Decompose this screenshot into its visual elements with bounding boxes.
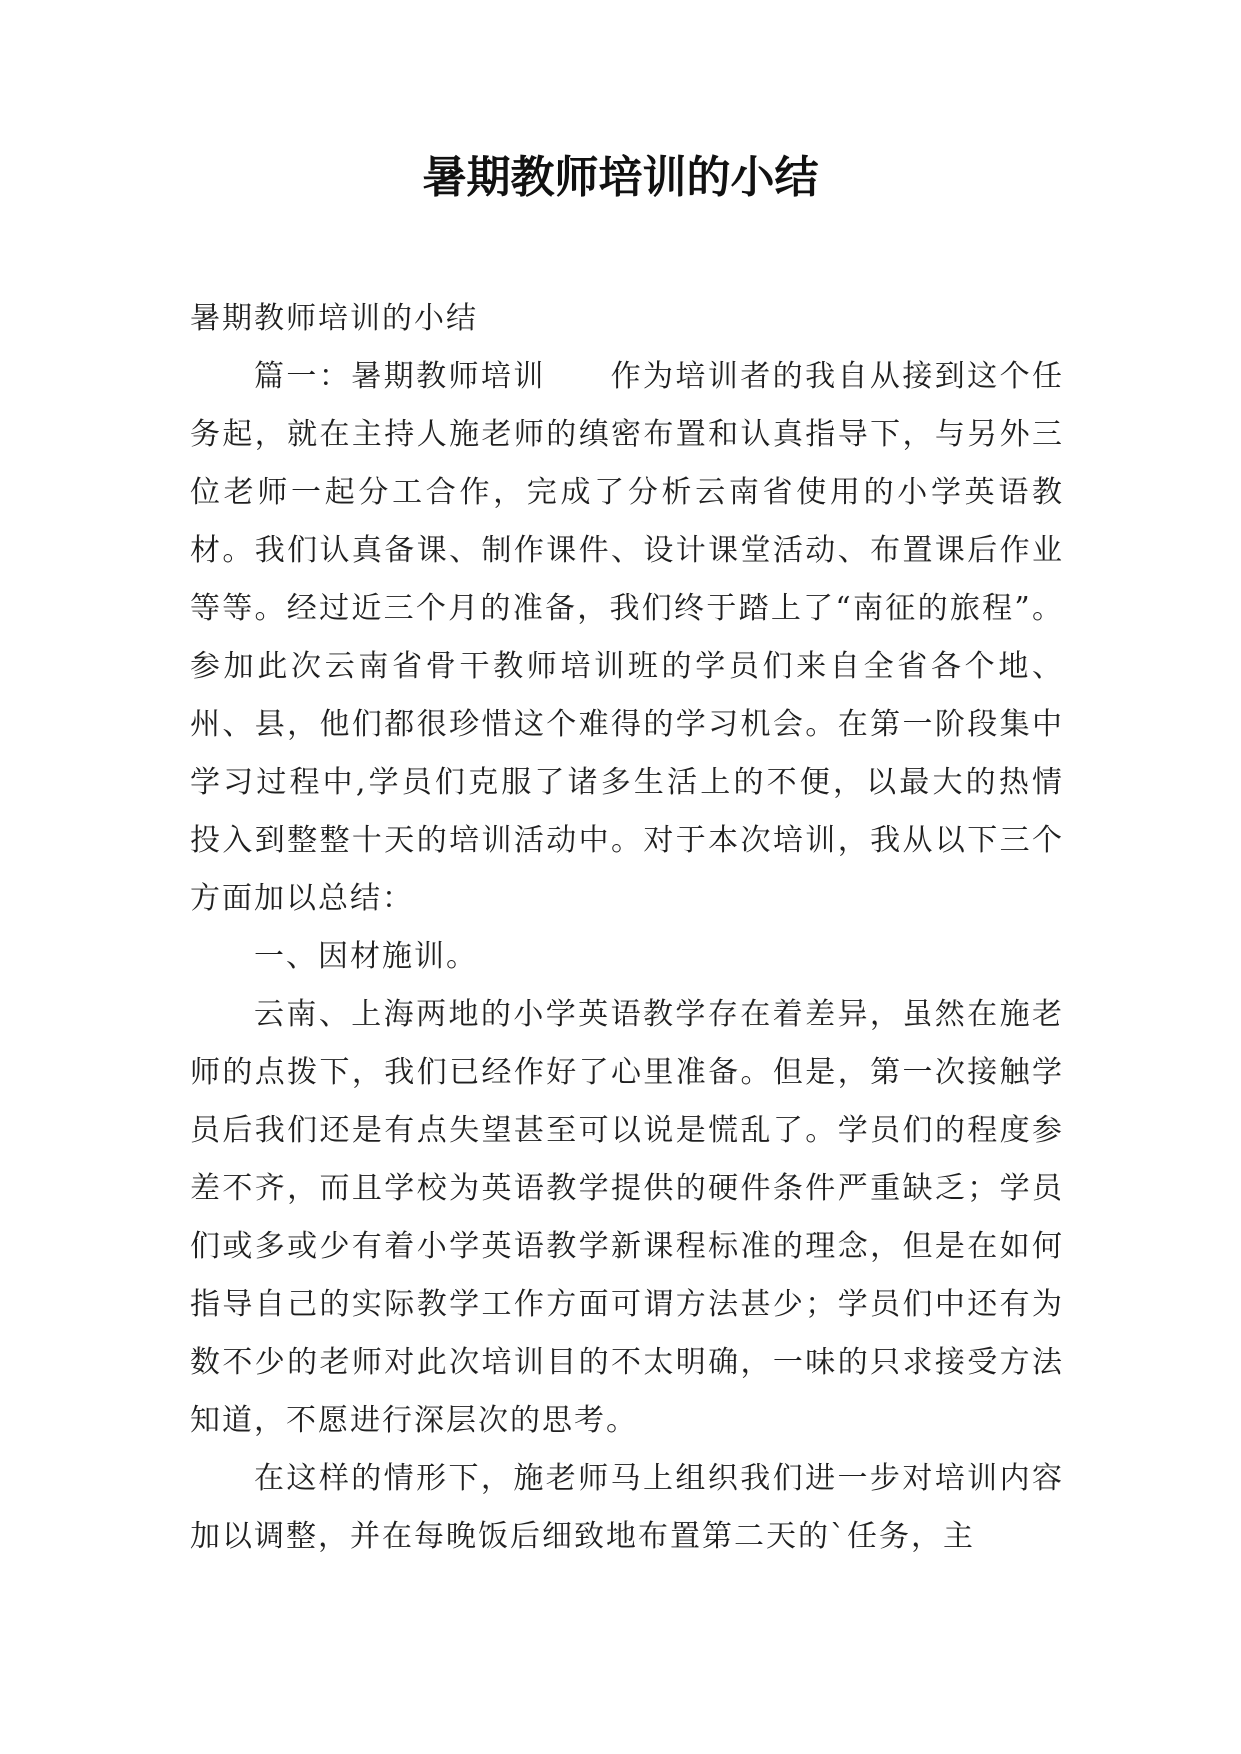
document-title: 暑期教师培训的小结 [422, 152, 819, 203]
section-heading: 一、因材施训。 [254, 939, 478, 974]
paragraph: 云南、上海两地的小学英语教学存在着差异，虽然在施老师的点拨下，我们已经作好了心里准备。但是，第一次接触学员后我们还是有点失望甚至可以说是慌乱了。学员们的程度参差不齐，而且学校为英语教学提供的硬件条件严重缺乏；学员们或多或少有着小学英语教学新课程标准的理念，但是在如何指导自己的实际教学工作方面可谓方法甚少；学员们中还有为数不少的老师对此次培训目的不太明确，一味的只求接受方法知道，不愿进行深层次的思考。 [190, 997, 1064, 1438]
document-subtitle: 暑期教师培训的小结 [190, 301, 478, 336]
document-body [190, 290, 1064, 1566]
paragraph: 篇一：暑期教师培训 作为培训者的我自从接到这个任务起，就在主持人施老师的缜密布置和认真指导下，与另外三位老师一起分工合作，完成了分析云南省使用的小学英语教材。我们认真备课、制作课件、设计课堂活动、布置课后作业等等。经过近三个月的准备，我们终于踏上了“南征的旅程”。参加此次云南省骨干教师培训班的学员们来自全省各个地、州、县，他们都很珍惜这个难得的学习机会。在第一阶段集中学习过程中,学员们克服了诸多生活上的不便，以最大的热情投入到整整十天的培训活动中。对于本次培训，我从以下三个方面加以总结： [190, 359, 1064, 916]
paragraph: 在这样的情形下，施老师马上组织我们进一步对培训内容加以调整，并在每晚饭后细致地布置第二天的`任务，主 [190, 1461, 1064, 1554]
